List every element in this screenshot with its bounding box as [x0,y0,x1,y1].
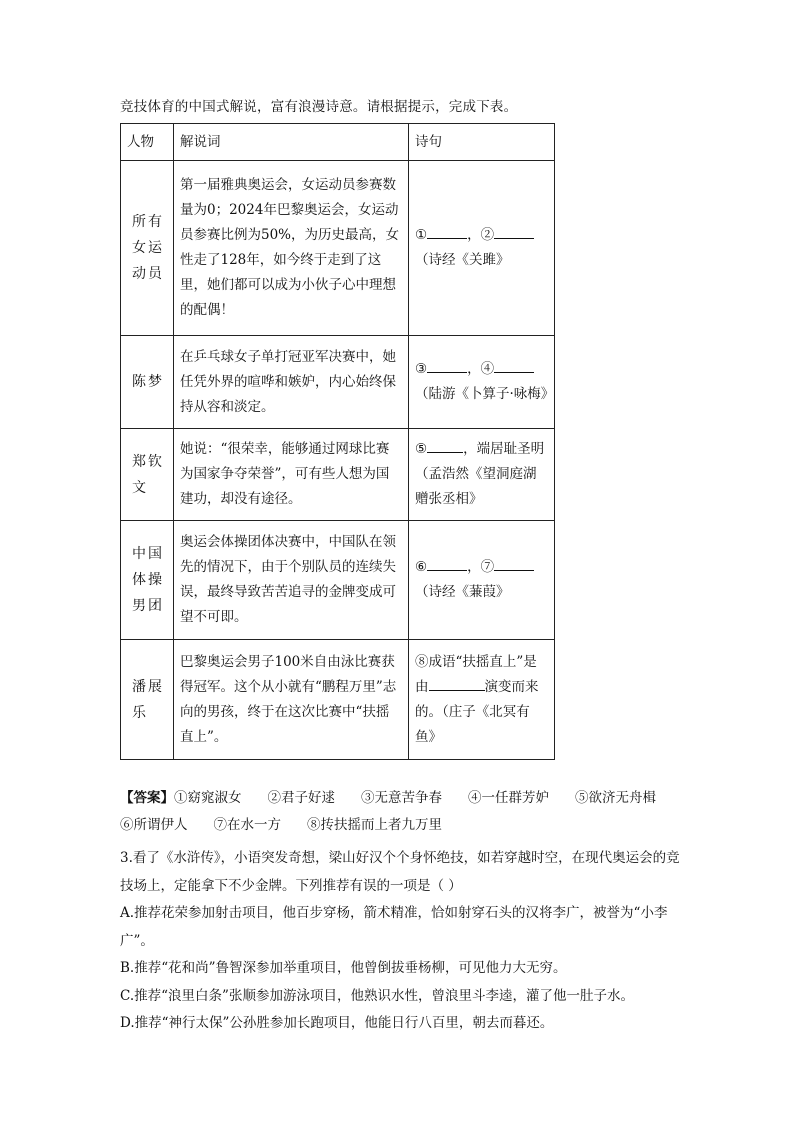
poem-cell [409,521,555,640]
poem-label: 演变而来的。（庄子《北冥有鱼》 [415,678,539,745]
answer-item: ⑤欲济无舟楫 [575,790,656,806]
question-stem: 3.看了《水浒传》，小语突发奇想，梁山好汉个个身怀绝技，如若穿越时空，在现代奥运会的竞技场上，定能拿下不少金牌。下列推荐有误的一项是（ ） [120,850,680,894]
intro-text: 竞技体育的中国式解说，富有浪漫诗意。请根据提示，完成下表。 [120,99,518,115]
poem-cell [409,161,555,336]
person-name-line: 乐 [132,704,146,721]
person-name-line: 体操 [132,572,162,588]
person-cell [121,429,174,521]
poem-label: ⑥ [415,559,428,575]
answer-blank[interactable] [494,555,534,571]
answer-blank[interactable] [427,223,467,239]
person-name-line: 郑钦 [132,453,162,470]
person-name-line: 陈梦 [132,374,162,390]
header-commentary: 解说词 [174,124,409,161]
poem-cell [409,429,555,521]
person-name-line: 中国 [132,546,162,562]
table-row [121,161,555,336]
answer-blank[interactable] [427,357,467,373]
answer-blank[interactable] [427,437,463,453]
option-a: A.推荐花荣参加射击项目，他百步穿杨，箭术精准，恰如射穿石头的汉将李广，被誉为“小李广”。 [120,905,668,949]
header-poem: 诗句 [409,124,555,161]
person-name-line: 潘展 [132,678,162,695]
option-d: D.推荐“神行太保”公孙胜参加长跑项目，他能日行八百里，朝去而暮还。 [120,1015,554,1031]
answer-blank[interactable] [429,675,485,691]
question-3 [120,845,680,1038]
poem-cell [409,336,555,429]
poem-label: ⑤ [415,441,428,457]
answer-item: ①窈窕淑女 [174,790,242,806]
commentary-cell: 第一届雅典奥运会，女运动员参赛数量为0；2024年巴黎奥运会，女运动员参赛比例为50%，为历史最高，女性走了128年，如今终于走到了这里，她们都可以成为小伙子心中理想的配偶！ [174,161,409,336]
table-row [121,336,555,429]
person-name-line: 所有 [132,214,162,230]
poem-label: ① [415,227,428,243]
poem-label: ，② [467,227,495,243]
answer-item: ③无意苦争春 [361,790,442,806]
answer-item: ⑧抟扶摇而上者九万里 [307,817,442,833]
header-person: 人物 [121,124,174,161]
answer-block [120,785,680,839]
answer-blank[interactable] [494,357,534,373]
poem-label: ，⑦ [467,559,495,575]
person-name-line: 男团 [132,598,162,614]
person-cell [121,161,174,336]
person-cell [121,336,174,429]
person-name-line: 女运 [132,240,162,256]
person-cell [121,521,174,640]
table-row [121,521,555,640]
poem-source: （诗经《关雎》 [415,252,510,268]
poem-source: （诗经《蒹葭》 [415,584,510,600]
poem-label: ⑧成语“扶摇直上”是由 [415,653,537,695]
answer-blank[interactable] [494,223,534,239]
poem-cell [409,640,555,760]
answer-item: ②君子好逑 [267,790,335,806]
commentary-cell: 在乒乓球女子单打冠亚军决赛中，她任凭外界的喧哗和嫉妒，内心始终保持从容和淡定。 [174,336,409,429]
person-cell [121,640,174,760]
answer-item: ④一任群芳妒 [468,790,549,806]
commentary-cell: 她说：“很荣幸，能够通过网球比赛为国家争夺荣誉”，可有些人想为国建功，却没有途径。 [174,429,409,521]
table-row [121,640,555,760]
poem-source: （陆游《卜算子·咏梅》 [415,386,555,402]
answer-label: 【答案】 [120,790,174,806]
poem-label: ，端居耻圣明（孟浩然《望洞庭湖赠张丞相》 [415,441,545,507]
table-row [121,429,555,521]
option-b: B.推荐“花和尚”鲁智深参加举重项目，他曾倒拔垂杨柳，可见他力大无穷。 [120,960,567,976]
poem-label: ，④ [467,361,495,377]
poetry-table [120,123,555,760]
commentary-cell: 奥运会体操团体决赛中，中国队在领先的情况下，由于个别队员的连续失误，最终导致苦苦追寻的金牌变成可望不可即。 [174,521,409,640]
answer-item: ⑦在水一方 [213,817,281,833]
table-header-row [121,124,555,161]
person-name-line: 文 [132,479,146,496]
person-name-line: 动员 [132,266,162,282]
poem-label: ③ [415,361,428,377]
commentary-cell: 巴黎奥运会男子100米自由泳比赛获得冠军。这个从小就有“鹏程万里”志向的男孩，终于在这次比赛中“扶摇直上”。 [174,640,409,760]
answer-item: ⑥所谓伊人 [120,817,188,833]
answer-blank[interactable] [427,555,467,571]
option-c: C.推荐“浪里白条”张顺参加游泳项目，他熟识水性，曾浪里斗李逵，灌了他一肚子水。 [120,987,634,1004]
